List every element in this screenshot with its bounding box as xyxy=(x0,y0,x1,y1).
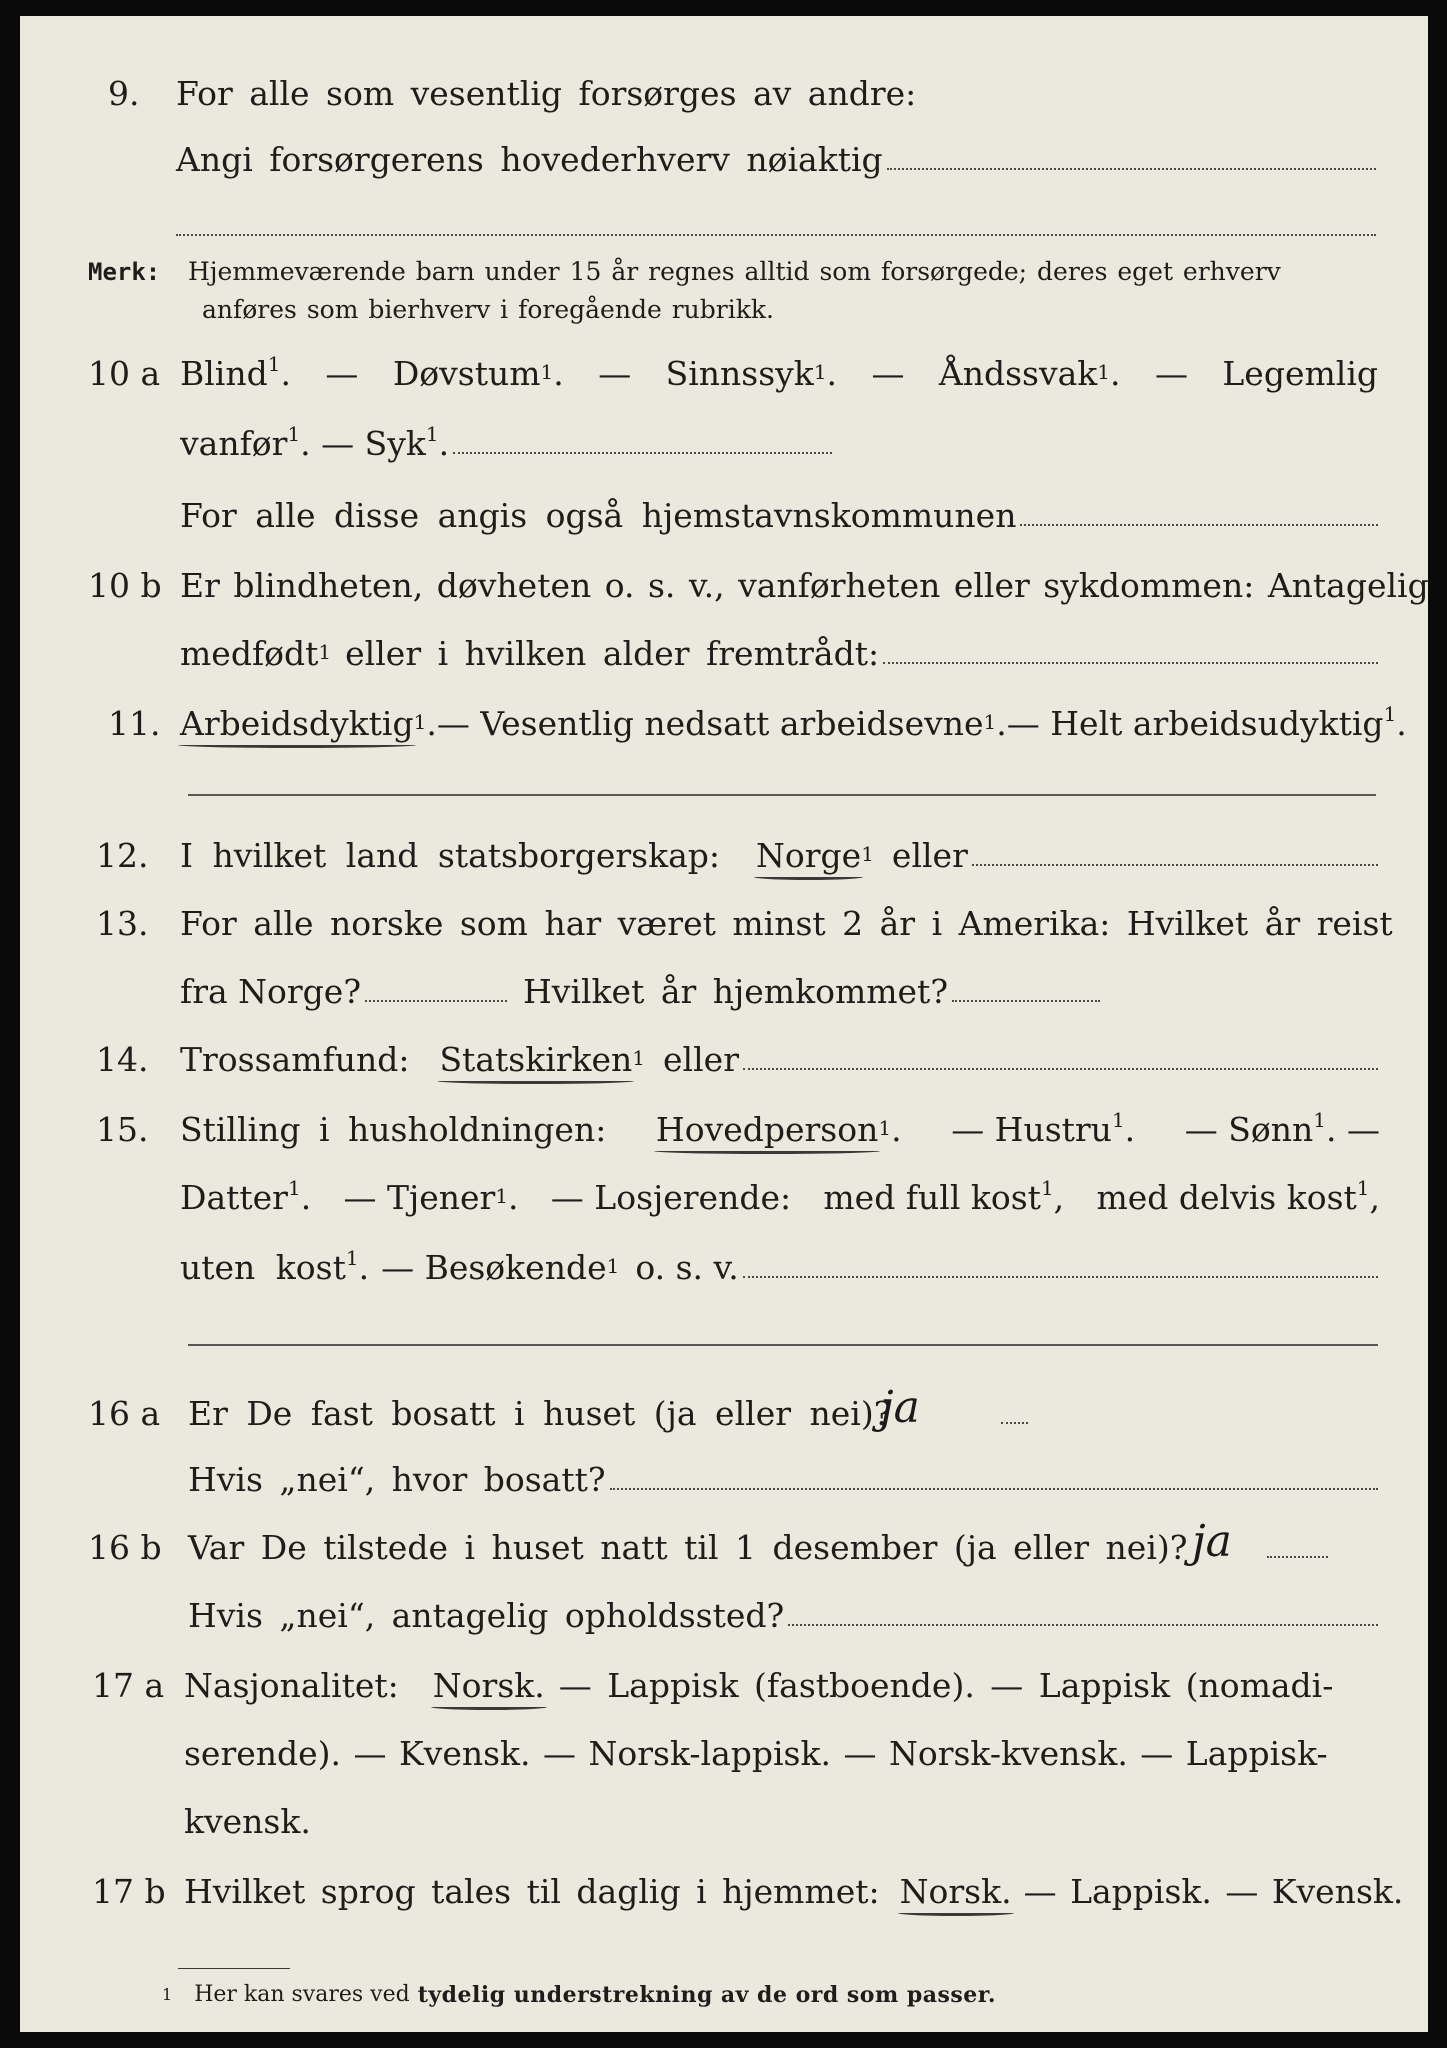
q10a-line1: Blind$^1$. — Døvstum1. — Sinnssyk1. — Åndssvak1. — Legemlig xyxy=(180,352,1378,393)
q14-number: 14. xyxy=(96,1040,149,1079)
q16a-handwritten-answer: ja xyxy=(880,1382,920,1433)
q17a-line2 xyxy=(184,1734,1378,1774)
option-uten-kost: uten kost$^1$. xyxy=(180,1246,370,1287)
option-norge: Norge1 xyxy=(756,836,874,875)
option-tjener: — Tjener1. xyxy=(343,1178,519,1217)
q14-question: Trossamfund: xyxy=(180,1040,410,1079)
q16b-handwritten-answer: ja xyxy=(1192,1516,1232,1567)
q17b-question: Hvilket sprog tales til daglig i hjemmet: xyxy=(184,1872,880,1911)
merk-line2 xyxy=(202,294,1102,326)
q16b-line2 xyxy=(188,1596,1378,1636)
q9-line1 xyxy=(176,74,1356,114)
q11-separator xyxy=(188,794,1376,796)
option-besokende: — Besøkende1 xyxy=(381,1248,620,1287)
q10a-line3 xyxy=(180,496,1378,536)
q17a-line3 xyxy=(184,1802,784,1842)
q10a-hjemstavn-field[interactable] xyxy=(1020,524,1378,526)
merk-line1 xyxy=(188,256,1378,288)
q17b-line xyxy=(184,1872,1404,1912)
q16a-answer-field[interactable] xyxy=(1001,1422,1028,1424)
q12-number: 12. xyxy=(96,836,149,875)
option-andssvak: Åndssvak1. xyxy=(938,354,1121,393)
option-legemlig: Legemlig xyxy=(1222,354,1378,393)
q11-number: 11. xyxy=(108,704,161,743)
option-delvis-kost: med delvis kost$^1$, xyxy=(1096,1176,1380,1217)
q14-line xyxy=(180,1040,1378,1080)
q10b-alder-text: eller i hvilken alder fremtrådt: xyxy=(345,634,880,673)
q11-line1 xyxy=(180,702,1407,744)
option-vanfor: vanfør$^1$. xyxy=(180,422,311,463)
merk-text-1: Hjemmeværende barn under 15 år regnes alltid som forsørgede; deres eget erhverv xyxy=(188,257,1281,286)
option-sonn: — Sønn$^1$. — xyxy=(1184,1108,1380,1149)
q10a-number: 10 a xyxy=(88,354,161,393)
q15-answer-field[interactable] xyxy=(743,1276,1378,1278)
footnote-text-bold: tydelig understrekning xyxy=(417,1982,713,2008)
option-nedsatt: — Vesentlig nedsatt arbeidsevne1. xyxy=(436,704,1007,743)
census-form-page xyxy=(20,16,1428,2032)
q17a-options-2: serende). — Kvensk. — Norsk-lappisk. — Norsk-kvensk. — Lappisk- xyxy=(184,1734,1328,1773)
q15-number: 15. xyxy=(96,1110,149,1149)
q13-hjemkommet: Hvilket år hjemkommet? xyxy=(523,972,949,1011)
q14-eller: eller xyxy=(663,1040,739,1079)
q15-osv: o. s. v. xyxy=(635,1248,739,1287)
q16b-question: Var De tilstede i huset natt til 1 desember (ja eller nei)? xyxy=(188,1528,1188,1567)
q15-question: Stilling i husholdningen: xyxy=(180,1110,607,1149)
option-medfodt: medfødt1 xyxy=(180,634,332,673)
option-arbeidsdyktig: Arbeidsdyktig1. xyxy=(180,704,437,743)
q10b-line1 xyxy=(180,566,1429,606)
q13-question: For alle norske som har været minst 2 år i Amerika: Hvilket år reist xyxy=(180,904,1393,943)
option-sinnssyk: Sinnssyk1. xyxy=(665,354,838,393)
option-syk: Syk$^1$. xyxy=(364,422,450,463)
q16a-line2 xyxy=(188,1460,1378,1500)
q15-line1 xyxy=(180,1110,1380,1150)
q12-eller: eller xyxy=(891,836,968,875)
q17a-question: Nasjonalitet: xyxy=(184,1666,399,1705)
q10a-answer-field-1[interactable] xyxy=(453,452,832,454)
q17a-line1 xyxy=(184,1666,1378,1706)
q17b-options: — Lappisk. — Kvensk. xyxy=(1023,1872,1404,1911)
q13-line1 xyxy=(180,904,1393,944)
q13-number: 13. xyxy=(96,904,149,943)
footnote-mark: 1 xyxy=(162,1985,173,2004)
hovedperson-underlined: Hovedperson xyxy=(655,1110,879,1149)
merk-label: Merk: xyxy=(88,258,161,286)
statskirken-underlined: Statskirken xyxy=(439,1040,633,1079)
option-hustru: — Hustru$^1$. xyxy=(951,1108,1136,1149)
q15-separator xyxy=(188,1344,1378,1346)
option-norsk-sprog-underlined: Norsk. xyxy=(899,1872,1012,1911)
option-norsk-underlined: Norsk. xyxy=(432,1666,545,1705)
q13-hjemkommet-field[interactable] xyxy=(952,1000,1100,1002)
q17b-number: 17 b xyxy=(92,1872,166,1911)
q9-answer-field[interactable] xyxy=(887,168,1376,170)
q13-fra-norge: fra Norge? xyxy=(180,972,362,1011)
q16b-answer-field[interactable] xyxy=(1267,1556,1328,1558)
option-dovstum: Døvstum1. xyxy=(392,354,564,393)
q16b-opholdssted-field[interactable] xyxy=(788,1624,1378,1626)
q12-answer-field[interactable] xyxy=(972,864,1378,866)
q9-line2 xyxy=(176,140,1376,180)
q12-question: I hvilket land statsborgerskap: xyxy=(180,836,721,875)
arbeidsdyktig-underlined: Arbeidsdyktig xyxy=(180,704,414,743)
option-datter: Datter$^1$. xyxy=(180,1176,312,1217)
merk-text-2: anføres som bierhverv i foregående rubrikk. xyxy=(202,295,774,324)
q17a-options-3: kvensk. xyxy=(184,1802,311,1841)
norge-underlined: Norge xyxy=(756,836,862,875)
q16b-subquestion: Hvis „nei“, antagelig opholdssted? xyxy=(188,1596,785,1635)
q16a-question: Er De fast bosatt i huset (ja eller nei)? xyxy=(188,1394,892,1433)
q16b-number: 16 b xyxy=(88,1528,162,1567)
q9-extra-answer-line[interactable] xyxy=(176,234,1376,236)
footnote-rule xyxy=(178,1968,290,1969)
q16b-line1 xyxy=(188,1528,1328,1568)
q10b-line2 xyxy=(180,634,1378,674)
option-statskirken: Statskirken1 xyxy=(439,1040,646,1079)
q9-number: 9. xyxy=(108,74,140,113)
q13-reist-field[interactable] xyxy=(365,1000,507,1002)
q16a-bosatt-field[interactable] xyxy=(610,1488,1378,1490)
q15-line3 xyxy=(180,1248,1378,1288)
q17a-options-1: — Lappisk (fastboende). — Lappisk (nomadi- xyxy=(558,1666,1334,1705)
q16a-subquestion: Hvis „nei“, hvor bosatt? xyxy=(188,1460,606,1499)
q17a-number: 17 a xyxy=(92,1666,165,1705)
q10a-line2: vanfør$^1$. — Syk$^1$. xyxy=(180,424,832,464)
footnote xyxy=(162,1980,1062,2010)
option-hovedperson: Hovedperson1. xyxy=(655,1110,902,1149)
q15-line2 xyxy=(180,1178,1380,1218)
q16a-number: 16 a xyxy=(88,1394,161,1433)
q10b-answer-field[interactable] xyxy=(883,662,1378,664)
option-udyktig: — Helt arbeidsudyktig$^1$. xyxy=(1006,702,1407,743)
option-losjerende: — Losjerende: xyxy=(550,1178,792,1217)
footnote-text-1: Her kan svares ved xyxy=(194,1982,410,2007)
q14-answer-field[interactable] xyxy=(743,1068,1378,1070)
q10b-question: Er blindheten, døvheten o. s. v., vanførheten eller sykdommen: Antagelig xyxy=(180,566,1429,605)
q12-line xyxy=(180,836,1378,876)
q13-line2 xyxy=(180,972,1100,1012)
q10a-hjemstavn-text: For alle disse angis også hjemstavnskommunen xyxy=(180,496,1017,535)
option-full-kost: med full kost$^1$, xyxy=(823,1176,1065,1217)
footnote-text-2: av de ord som passer. xyxy=(720,1982,997,2008)
option-blind: Blind$^1$. xyxy=(180,352,291,393)
q9-question: For alle som vesentlig forsørges av andre: xyxy=(176,74,917,113)
q9-subquestion: Angi forsørgerens hovederhverv nøiaktig xyxy=(176,140,883,179)
q10b-number: 10 b xyxy=(88,566,162,605)
